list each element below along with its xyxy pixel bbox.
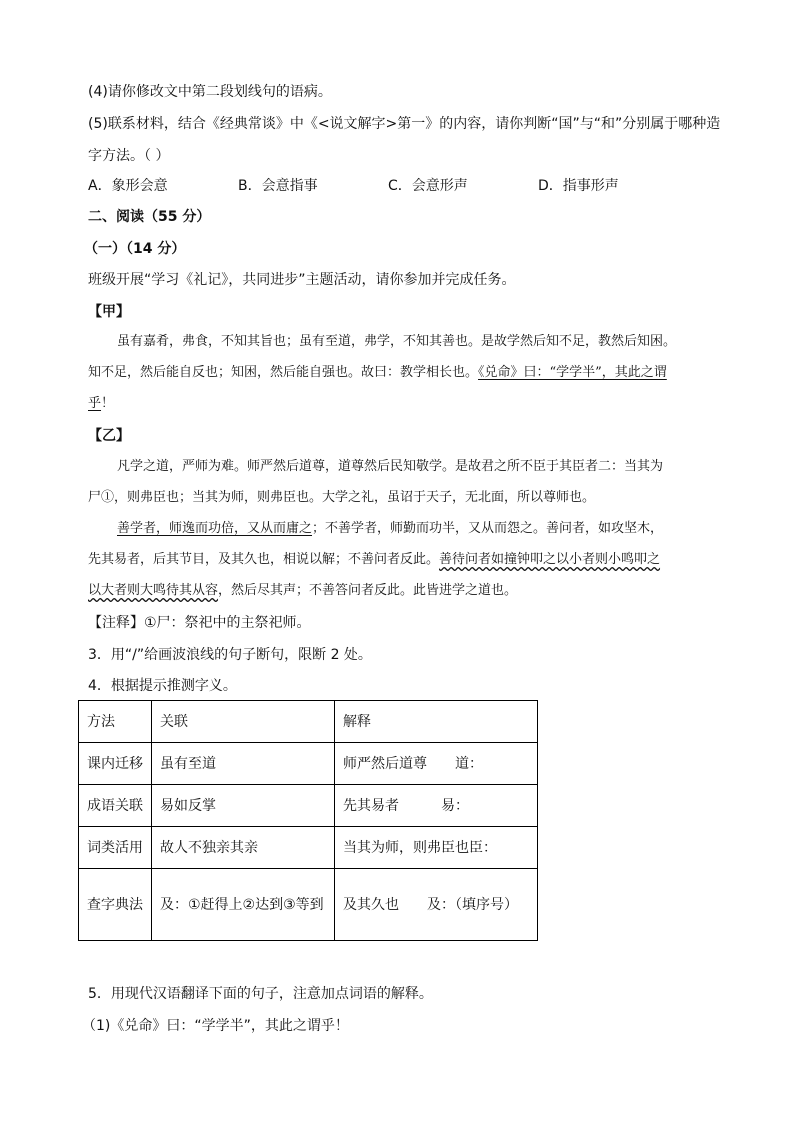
passage-yi-line5-text: ，然后尽其声；不善答问者反此。此皆进学之道也。 <box>218 583 518 598</box>
question-3: 3．用“/”给画波浪线的句子断句，限断 2 处。 <box>88 647 372 663</box>
passage-yi-line3 <box>117 519 663 539</box>
passage-jia-underlined-end: 乎 <box>88 396 102 411</box>
passage-jia-line3 <box>88 394 114 414</box>
table-cell: 易如反掌 <box>152 785 335 827</box>
table-cell: 词类活用 <box>79 827 152 869</box>
passage-jia-line2-text: 知不足，然后能自反也；知困，然后能自强也。故曰：教学相长也。 <box>88 365 479 380</box>
intro-text: 班级开展“学习《礼记》，共同进步”主题活动，请你参加并完成任务。 <box>88 272 516 288</box>
passage-jia-label: 【甲】 <box>88 304 130 320</box>
option-b[interactable]: B．会意指事 <box>238 178 318 194</box>
passage-yi-wavy-end: 以大者则大鸣待其从容 <box>88 583 219 598</box>
question-5-sub-line1: (5)联系材料，结合《经典常谈》中《<说文解字>第一》的内容，请你判断“国”与“和”分别属于哪种造 <box>88 116 721 132</box>
annotation-note: 【注释】①尸：祭祀中的主祭祀师。 <box>88 615 311 631</box>
option-c[interactable]: C．会意形声 <box>388 178 468 194</box>
passage-yi-label: 【乙】 <box>88 428 130 444</box>
question-5: 5．用现代汉语翻译下面的句子，注意加点词语的解释。 <box>88 986 433 1002</box>
question-5-sub-line2: 字方法。（ ） <box>88 148 170 164</box>
option-a[interactable]: A．象形会意 <box>88 178 168 194</box>
passage-jia-underlined: 《兑命》曰：“学学半”，其此之谓 <box>478 365 667 380</box>
table-header-row <box>79 701 538 743</box>
table-row <box>79 743 538 785</box>
table-cell[interactable]: 当其为师，则弗臣也臣： <box>335 827 538 869</box>
passage-yi-wavy: 善待问者如撞钟叩之以小者则小鸣叩之 <box>439 552 661 567</box>
inference-table <box>78 700 538 941</box>
table-row <box>79 869 538 941</box>
passage-yi-line1: 凡学之道，严师为难。师严然后道尊，道尊然后民知敬学。是故君之所不臣于其臣者二：当其为 <box>117 459 664 474</box>
passage-yi-line3-text: ；不善学者，师勤而功半，又从而怨之。善问者，如攻坚木， <box>312 521 664 536</box>
passage-yi-line5 <box>88 581 517 601</box>
table-cell: 虽有至道 <box>152 743 335 785</box>
question-4-sub: (4)请你修改文中第二段划线句的语病。 <box>88 84 332 100</box>
table-cell[interactable]: 师严然后道尊 道： <box>335 743 538 785</box>
passage-jia-line1: 虽有嘉肴，弗食，不知其旨也；虽有至道，弗学，不知其善也。是故学然后知不足，教然后知困。 <box>117 334 677 349</box>
table-cell[interactable]: 及其久也 及：（填序号） <box>335 869 538 941</box>
option-d[interactable]: D．指事形声 <box>538 178 619 194</box>
passage-jia-line2 <box>88 363 667 383</box>
table-cell: 课内迁移 <box>79 743 152 785</box>
question-5-1: （1)《兑命》曰：“学学半”，其此之谓乎！ <box>82 1018 349 1034</box>
passage-yi-line4-text: 先其易者，后其节目，及其久也，相说以解；不善问者反此。 <box>88 552 440 567</box>
options-row <box>88 176 619 196</box>
passage-yi-line2: 尸①，则弗臣也；当其为师，则弗臣也。大学之礼，虽诏于天子，无北面，所以尊师也。 <box>88 490 596 505</box>
section-title: 二、阅读（55 分） <box>88 209 211 225</box>
table-header: 解释 <box>335 701 538 743</box>
part-title: （一）（14 分） <box>84 241 186 257</box>
table-header: 方法 <box>79 701 152 743</box>
passage-yi-underlined: 善学者，师逸而功倍，又从而庸之 <box>117 521 313 536</box>
table-cell[interactable]: 先其易者 易： <box>335 785 538 827</box>
table-cell: 及：①赶得上②达到③等到 <box>152 869 335 941</box>
table-row <box>79 785 538 827</box>
table-cell: 查字典法 <box>79 869 152 941</box>
passage-jia-line3-text: ！ <box>101 396 115 411</box>
table-row <box>79 827 538 869</box>
table-header: 关联 <box>152 701 335 743</box>
passage-yi-line4 <box>88 550 660 570</box>
table-cell: 成语关联 <box>79 785 152 827</box>
question-4: 4．根据提示推测字义。 <box>88 678 237 694</box>
table-cell: 故人不独亲其亲 <box>152 827 335 869</box>
